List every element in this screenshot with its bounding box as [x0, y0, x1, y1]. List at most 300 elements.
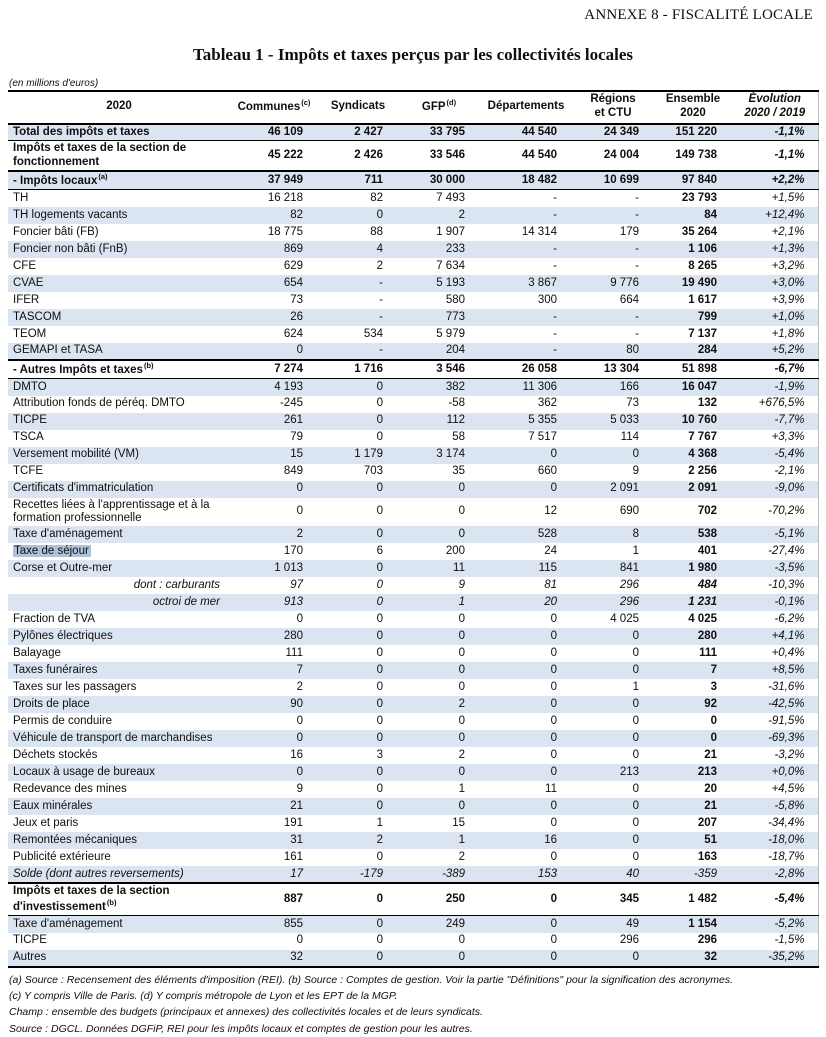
- row-label: [8, 326, 230, 343]
- cell-evolution: +1,0%: [771, 310, 805, 323]
- cell-value: 703: [363, 465, 383, 478]
- cell-value: 3 867: [528, 276, 557, 289]
- table-row: [8, 207, 818, 224]
- row-label-text: dont : carburants: [133, 579, 220, 592]
- row-label-text: TH: [13, 191, 29, 204]
- cell-evolution: -27,4%: [768, 545, 805, 558]
- cell-value: -: [379, 276, 383, 289]
- cell-value: -: [635, 242, 639, 255]
- cell-value: 10 699: [572, 171, 654, 190]
- cell-value: 1 907: [436, 225, 465, 238]
- cell-value: 300: [537, 293, 557, 306]
- table-row: [8, 696, 818, 713]
- cell-value: 2: [458, 698, 465, 711]
- column-label: Départements: [487, 99, 565, 112]
- cell-value: 5 355: [528, 414, 557, 427]
- cell-ensemble: 8 265: [688, 259, 717, 272]
- table-row: [8, 343, 818, 360]
- column-header-2: [318, 91, 398, 124]
- cell-value: 0: [632, 732, 639, 745]
- cell-value: 15: [290, 448, 303, 461]
- cell-ensemble: 21: [704, 749, 717, 762]
- cell-ensemble: 1 106: [688, 242, 717, 255]
- cell-value: 0: [376, 732, 383, 745]
- cell-ensemble: 799: [697, 310, 717, 323]
- row-label-text: GEMAPI et TASA: [13, 344, 103, 357]
- cell-evolution: +676,5%: [758, 397, 805, 410]
- cell-ensemble: 23 793: [654, 190, 732, 207]
- cell-evolution: +1,3%: [771, 242, 805, 255]
- cell-ensemble: 280: [697, 630, 717, 643]
- row-label: [8, 730, 230, 747]
- cell-value: 0: [550, 448, 557, 461]
- cell-value: 18 775: [267, 225, 303, 238]
- cell-value: 0: [376, 562, 383, 575]
- cell-value: 0: [550, 749, 557, 762]
- cell-value: 33 795: [429, 125, 465, 138]
- cell-evolution: +12,4%: [765, 208, 805, 221]
- cell-evolution: -7,7%: [774, 414, 805, 427]
- table-row: [8, 124, 818, 141]
- cell-value: 6: [376, 545, 383, 558]
- cell-value: 0: [550, 817, 557, 830]
- column-header-5: [572, 91, 654, 124]
- row-label: [8, 950, 230, 967]
- cell-ensemble: 4 368: [688, 448, 717, 461]
- row-label-text: Taxe d'aménagement: [13, 528, 123, 541]
- row-label-text: Permis de conduire: [13, 715, 113, 728]
- cell-value: 0: [376, 414, 383, 427]
- table-row: [8, 832, 818, 849]
- cell-evolution: -18,0%: [768, 834, 805, 847]
- cell-evolution: -10,3%: [768, 579, 805, 592]
- cell-evolution: +3,2%: [771, 259, 805, 272]
- table-row: [8, 464, 818, 481]
- table-row: [8, 849, 818, 866]
- table-row: [8, 413, 818, 430]
- cell-ensemble: 97 840: [654, 171, 732, 190]
- row-label-text: Véhicule de transport de marchandises: [13, 732, 213, 745]
- cell-evolution: -31,6%: [768, 681, 805, 694]
- cell-value: -: [553, 208, 557, 221]
- cell-value: 8: [632, 528, 639, 541]
- cell-value: 1: [458, 834, 465, 847]
- cell-value: 0: [376, 431, 383, 444]
- row-label-text: TEOM: [13, 327, 47, 340]
- cell-value: 0: [550, 482, 557, 495]
- cell-value: -: [572, 190, 654, 207]
- cell-ensemble: 1 154: [654, 916, 732, 933]
- table-row: [8, 713, 818, 730]
- row-label: [8, 883, 230, 915]
- table-row: [8, 662, 818, 679]
- row-label: [8, 679, 230, 696]
- row-label: [8, 124, 230, 141]
- row-label: [8, 866, 230, 883]
- table-row: [8, 798, 818, 815]
- row-footnote-ref: (b): [143, 360, 154, 370]
- row-label-text: Foncier non bâti (FnB): [13, 242, 128, 255]
- cell-value: 0: [458, 613, 465, 626]
- cell-ensemble: 0: [710, 732, 717, 745]
- row-label: [8, 258, 230, 275]
- cell-value: 24: [544, 545, 557, 558]
- row-label: [8, 275, 230, 292]
- table-row: [8, 747, 818, 764]
- row-label: [8, 916, 230, 933]
- row-label-text: TICPE: [13, 414, 47, 427]
- cell-evolution: -1,1%: [732, 141, 818, 171]
- cell-ensemble: 1 231: [688, 596, 717, 609]
- cell-value: 2: [458, 208, 465, 221]
- cell-value: 0: [376, 482, 383, 495]
- column-header-7: [732, 91, 818, 124]
- cell-value: 44 540: [521, 125, 557, 138]
- row-label-text: Attribution fonds de péréq. DMTO: [13, 397, 185, 410]
- cell-ensemble: 7 767: [688, 431, 717, 444]
- cell-value: 161: [283, 851, 303, 864]
- cell-evolution: +0,4%: [771, 647, 805, 660]
- cell-value: 31: [290, 834, 303, 847]
- cell-value: 0: [550, 851, 557, 864]
- cell-evolution: -1,1%: [774, 125, 805, 138]
- table-row: [8, 611, 818, 628]
- cell-ensemble: 702: [697, 505, 717, 518]
- row-label-text: Publicité extérieure: [13, 851, 111, 864]
- cell-value: -245: [279, 397, 303, 410]
- row-label-text: Fraction de TVA: [13, 613, 96, 626]
- cell-ensemble: 296: [697, 934, 717, 947]
- cell-value: 213: [619, 766, 639, 779]
- table-row: [8, 447, 818, 464]
- row-label: [8, 747, 230, 764]
- row-label: [8, 764, 230, 781]
- cell-value: 0: [376, 934, 383, 947]
- cell-value: 296: [619, 934, 639, 947]
- cell-value: 0: [632, 834, 639, 847]
- cell-value: 88: [370, 225, 383, 238]
- cell-value: 111: [285, 647, 303, 660]
- cell-value: 849: [283, 465, 303, 478]
- cell-value: 250: [398, 883, 480, 915]
- row-label: [8, 396, 230, 413]
- cell-value: 0: [458, 766, 465, 779]
- cell-value: 44 540: [480, 141, 572, 171]
- cell-value: 82: [318, 190, 398, 207]
- cell-ensemble: 51 898: [654, 360, 732, 379]
- row-label-text: Taxes funéraires: [13, 664, 98, 677]
- cell-value: 204: [445, 344, 465, 357]
- cell-value: 0: [632, 851, 639, 864]
- cell-value: 0: [632, 448, 639, 461]
- cell-value: 153: [537, 867, 557, 880]
- cell-value: -: [553, 344, 557, 357]
- row-label: [8, 815, 230, 832]
- cell-value: 280: [283, 630, 303, 643]
- highlighted-text: Taxe de séjour: [14, 545, 89, 558]
- table-row: [8, 498, 818, 527]
- cell-value: 0: [550, 732, 557, 745]
- cell-value: 869: [283, 242, 303, 255]
- table-row: [8, 224, 818, 241]
- row-label-text: TASCOM: [13, 310, 62, 323]
- row-label: [8, 645, 230, 662]
- table-row: [8, 764, 818, 781]
- cell-evolution: -3,5%: [774, 562, 805, 575]
- footnote-line: (a) Source : Recensement des éléments d'imposition (REI). (b) Source : Comptes de gestion. Voir la partie "Définitions" pour la signification des acronymes.: [9, 973, 733, 986]
- cell-evolution: -5,8%: [774, 800, 805, 813]
- column-label: 2020: [106, 99, 132, 112]
- cell-value: 11 306: [480, 379, 572, 396]
- row-label-text: DMTO: [13, 380, 47, 393]
- cell-ensemble: 19 490: [681, 276, 717, 289]
- cell-value: 0: [296, 505, 303, 518]
- cell-value: -: [379, 293, 383, 306]
- cell-value: 0: [550, 698, 557, 711]
- cell-value: 1 716: [318, 360, 398, 379]
- cell-value: 32: [290, 950, 303, 963]
- cell-ensemble: -359: [693, 867, 717, 880]
- footnotes: [9, 972, 826, 1037]
- cell-ensemble: 3: [710, 681, 717, 694]
- cell-evolution: -6,2%: [774, 613, 805, 626]
- cell-ensemble: 132: [697, 397, 717, 410]
- cell-value: 114: [620, 431, 639, 444]
- cell-evolution: -9,0%: [774, 482, 805, 495]
- cell-ensemble: 284: [697, 344, 717, 357]
- row-label-text: IFER: [13, 293, 40, 306]
- cell-ensemble: 1 617: [688, 293, 717, 306]
- row-label-text: TH logements vacants: [13, 208, 128, 221]
- cell-value: 0: [376, 505, 383, 518]
- column-header-6: [654, 91, 732, 124]
- cell-value: 580: [445, 293, 465, 306]
- cell-evolution: +0,0%: [771, 766, 805, 779]
- cell-value: 0: [318, 379, 398, 396]
- cell-value: 37 949: [230, 171, 318, 190]
- row-label: [8, 933, 230, 950]
- cell-value: 170: [283, 545, 303, 558]
- table-row: [8, 430, 818, 447]
- cell-value: 2: [296, 681, 303, 694]
- cell-evolution: -42,5%: [768, 698, 805, 711]
- cell-ensemble: 213: [697, 766, 717, 779]
- cell-ensemble: 10 760: [681, 414, 717, 427]
- cell-value: 0: [480, 916, 572, 933]
- cell-value: 0: [376, 579, 383, 592]
- cell-value: 16: [290, 749, 303, 762]
- cell-value: 3 174: [436, 448, 465, 461]
- row-label-text: TCFE: [13, 465, 44, 478]
- column-footnote-ref: (d): [446, 98, 457, 108]
- cell-value: 90: [290, 698, 303, 711]
- cell-value: -: [553, 242, 557, 255]
- cell-ensemble: 21: [704, 800, 717, 813]
- row-label: [8, 611, 230, 628]
- cell-value: 0: [632, 647, 639, 660]
- table-row: [8, 560, 818, 577]
- cell-value: 9: [632, 465, 639, 478]
- cell-value: -: [379, 344, 383, 357]
- cell-value: 2: [458, 851, 465, 864]
- cell-value: 0: [550, 664, 557, 677]
- cell-evolution: +4,1%: [771, 630, 805, 643]
- cell-value: 115: [538, 562, 557, 575]
- cell-value: -58: [448, 397, 465, 410]
- cell-value: 9 776: [610, 276, 639, 289]
- table-row: [8, 866, 818, 883]
- table-row: [8, 309, 818, 326]
- row-label-text: TICPE: [13, 934, 47, 947]
- row-label-text: Balayage: [13, 647, 61, 660]
- cell-value: 0: [632, 817, 639, 830]
- row-label-text: Eaux minérales: [13, 800, 93, 813]
- cell-evolution: -34,4%: [768, 817, 805, 830]
- cell-value: 20: [544, 596, 557, 609]
- cell-ensemble: 1 482: [654, 883, 732, 915]
- row-label-text: Certificats d'immatriculation: [13, 482, 154, 495]
- cell-value: 249: [398, 916, 480, 933]
- cell-evolution: +4,5%: [771, 783, 805, 796]
- cell-value: -: [553, 310, 557, 323]
- cell-value: 5 033: [610, 414, 639, 427]
- cell-ensemble: 7: [710, 664, 717, 677]
- row-label: [8, 430, 230, 447]
- cell-evolution: -70,2%: [768, 505, 805, 518]
- cell-value: 528: [537, 528, 557, 541]
- cell-value: 0: [632, 950, 639, 963]
- column-footnote-ref: (c): [301, 98, 311, 108]
- cell-value: 0: [376, 783, 383, 796]
- row-label-text: Jeux et paris: [13, 817, 79, 830]
- column-label-line2: et CTU: [594, 106, 632, 119]
- cell-value: 0: [376, 630, 383, 643]
- row-label: [8, 464, 230, 481]
- table-row: [8, 360, 818, 379]
- cell-value: 0: [376, 800, 383, 813]
- cell-value: 0: [458, 630, 465, 643]
- table-row: [8, 645, 818, 662]
- cell-value: 0: [376, 397, 383, 410]
- cell-evolution: +5,2%: [771, 344, 805, 357]
- row-label-text: Déchets stockés: [13, 749, 98, 762]
- row-label: [8, 171, 230, 190]
- cell-value: 711: [318, 171, 398, 190]
- cell-value: 0: [376, 715, 383, 728]
- cell-value: -: [480, 190, 572, 207]
- cell-value: 73: [626, 397, 639, 410]
- cell-value: 0: [458, 647, 465, 660]
- cell-value: 26: [290, 310, 303, 323]
- cell-value: 773: [445, 310, 465, 323]
- cell-value: 81: [544, 579, 557, 592]
- cell-value: 2 427: [354, 125, 383, 138]
- cell-value: 0: [376, 647, 383, 660]
- row-label: [8, 207, 230, 224]
- cell-value: 0: [458, 732, 465, 745]
- cell-value: 0: [296, 715, 303, 728]
- table-row: [8, 171, 818, 190]
- table-row: [8, 241, 818, 258]
- row-label: [8, 662, 230, 679]
- cell-value: 2: [376, 259, 383, 272]
- cell-value: 534: [363, 327, 383, 340]
- tax-table: [8, 90, 819, 968]
- cell-value: 0: [632, 715, 639, 728]
- cell-value: 5 979: [436, 327, 465, 340]
- row-label-text: Versement mobilité (VM): [13, 448, 139, 461]
- cell-evolution: +8,5%: [771, 664, 805, 677]
- cell-value: 0: [550, 715, 557, 728]
- cell-value: -: [635, 327, 639, 340]
- cell-value: 0: [376, 664, 383, 677]
- cell-value: 1: [458, 783, 465, 796]
- row-label: [8, 832, 230, 849]
- cell-value: 200: [445, 545, 465, 558]
- table-row: [8, 292, 818, 309]
- cell-value: 0: [296, 766, 303, 779]
- cell-value: -: [379, 310, 383, 323]
- column-header-0: [8, 91, 230, 124]
- cell-evolution: -1,9%: [732, 379, 818, 396]
- footnote-line: (c) Y compris Ville de Paris. (d) Y compris métropole de Lyon et les EPT de la MGP.: [9, 989, 398, 1002]
- cell-evolution: +1,5%: [732, 190, 818, 207]
- cell-ensemble: 401: [697, 545, 717, 558]
- cell-ensemble: 149 738: [654, 141, 732, 171]
- row-label: [8, 628, 230, 645]
- cell-value: 58: [452, 431, 465, 444]
- cell-value: 73: [290, 293, 303, 306]
- cell-evolution: +1,8%: [771, 327, 805, 340]
- cell-ensemble: 20: [704, 783, 717, 796]
- table-row: [8, 933, 818, 950]
- cell-value: 1 179: [354, 448, 383, 461]
- cell-value: 45 222: [230, 141, 318, 171]
- cell-value: 1: [376, 817, 383, 830]
- cell-value: 887: [230, 883, 318, 915]
- row-label: [8, 360, 230, 379]
- cell-evolution: -69,3%: [768, 732, 805, 745]
- cell-value: -: [635, 259, 639, 272]
- row-label: [8, 798, 230, 815]
- cell-ensemble: 2 091: [688, 482, 717, 495]
- cell-value: 0: [376, 851, 383, 864]
- cell-value: 345: [572, 883, 654, 915]
- cell-value: 112: [446, 414, 465, 427]
- table-row: [8, 730, 818, 747]
- cell-evolution: -2,1%: [774, 465, 805, 478]
- row-label: [8, 696, 230, 713]
- cell-value: 0: [550, 934, 557, 947]
- cell-ensemble: 32: [704, 950, 717, 963]
- row-label: [8, 594, 230, 611]
- cell-value: 46 109: [267, 125, 303, 138]
- cell-value: 179: [619, 225, 639, 238]
- cell-value: 0: [296, 613, 303, 626]
- cell-value: 2: [458, 749, 465, 762]
- cell-value: 24 004: [572, 141, 654, 171]
- cell-evolution: -5,4%: [732, 883, 818, 915]
- table-row: [8, 679, 818, 696]
- row-footnote-ref: (a): [98, 172, 108, 181]
- row-label-text: Taxe d'aménagement: [13, 917, 123, 930]
- cell-evolution: +2,1%: [771, 225, 805, 238]
- row-label-text: Corse et Outre-mer: [13, 562, 113, 575]
- cell-evolution: +2,2%: [732, 171, 818, 190]
- table-row: [8, 883, 818, 915]
- cell-value: -389: [441, 867, 465, 880]
- cell-evolution: -18,7%: [768, 851, 805, 864]
